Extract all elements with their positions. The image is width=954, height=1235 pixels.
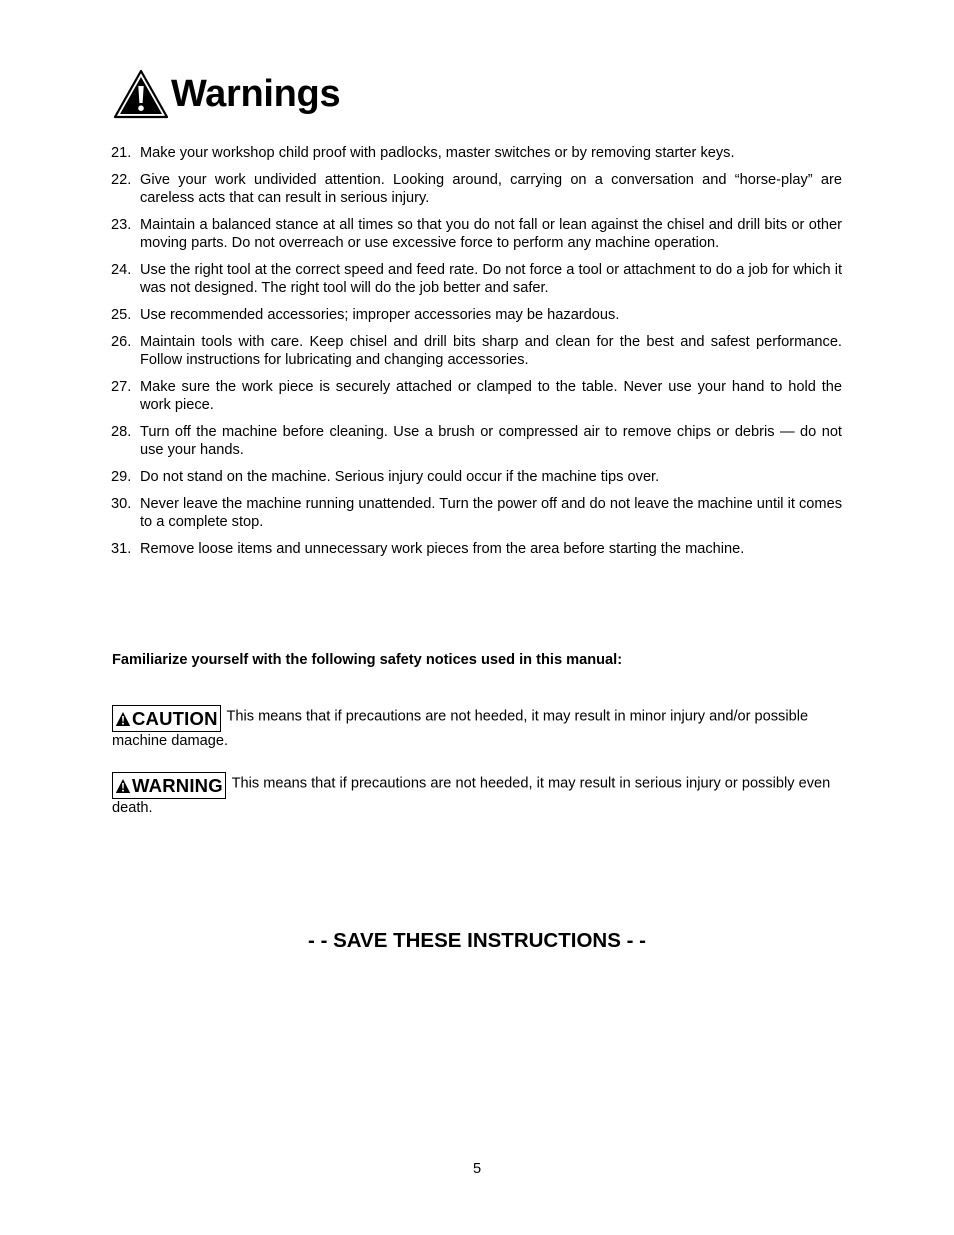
item-text: Make sure the work piece is securely attached or clamped to the table. Never use your hand to hold the work piece.	[140, 379, 842, 414]
item-number: 24.	[111, 262, 132, 279]
warning-description: This means that if precautions are not heeded, it may result in serious injury or possibly even death.	[112, 775, 831, 816]
list-item	[111, 424, 842, 460]
warning-label	[112, 772, 226, 799]
caution-label-text: CAUTION	[132, 708, 218, 729]
item-number: 30.	[111, 496, 132, 513]
item-number: 23.	[111, 217, 132, 234]
list-item	[111, 262, 842, 298]
caution-label	[112, 705, 221, 732]
list-item	[111, 307, 842, 325]
warning-list	[111, 145, 842, 569]
item-number: 26.	[111, 334, 132, 351]
item-number: 29.	[111, 469, 132, 486]
item-number: 21.	[111, 145, 132, 161]
item-text: Make your workshop child proof with padlocks, master switches or by removing starter keys.	[140, 145, 735, 161]
item-number: 25.	[111, 307, 132, 324]
list-item	[111, 496, 842, 532]
list-item	[111, 541, 842, 559]
item-text: Maintain a balanced stance at all times so that you do not fall or lean against the chisel and drill bits or other moving parts. Do not overreach or use excessive force to perform any machine operation.	[140, 217, 842, 251]
warning-notice	[112, 772, 847, 817]
item-text: Use recommended accessories; improper accessories may be hazardous.	[140, 307, 620, 324]
page-title: Warnings	[171, 73, 341, 115]
notices-intro: Familiarize yourself with the following safety notices used in this manual:	[112, 652, 623, 668]
caution-description: This means that if precautions are not heeded, it may result in minor injury and/or possible machine damage.	[112, 708, 809, 749]
item-text: Turn off the machine before cleaning. Use a brush or compressed air to remove chips or debris — do not use your hands.	[140, 424, 842, 459]
page-number: 5	[472, 1161, 482, 1177]
item-number: 27.	[111, 379, 132, 396]
item-text: Give your work undivided attention. Looking around, carrying on a conversation and “horse-play” are careless acts that can result in serious injury.	[140, 172, 842, 206]
list-item	[111, 379, 842, 415]
item-text: Maintain tools with care. Keep chisel and drill bits sharp and clean for the best and safest performance. Follow instructions for lubricating and changing accessories.	[140, 334, 842, 369]
save-instructions-heading: - - SAVE THESE INSTRUCTIONS - -	[308, 929, 646, 952]
list-item	[111, 469, 842, 487]
page-header	[113, 68, 340, 120]
warning-label-text: WARNING	[132, 775, 223, 796]
list-item	[111, 334, 842, 370]
list-item	[111, 145, 842, 163]
caution-triangle-icon	[115, 711, 132, 727]
list-item	[111, 217, 842, 253]
item-number: 22.	[111, 172, 132, 189]
item-text: Use the right tool at the correct speed and feed rate. Do not force a tool or attachment to do a job for which it was not designed. The right tool will do the job better and safer.	[140, 262, 842, 296]
list-item	[111, 172, 842, 208]
warning-triangle-icon	[113, 68, 169, 120]
caution-notice	[112, 705, 847, 750]
item-number: 31.	[111, 541, 132, 558]
warning-triangle-icon	[115, 778, 132, 794]
item-text: Remove loose items and unnecessary work pieces from the area before starting the machine.	[140, 541, 745, 558]
item-number: 28.	[111, 424, 132, 441]
item-text: Do not stand on the machine. Serious injury could occur if the machine tips over.	[140, 469, 660, 486]
item-text: Never leave the machine running unattended. Turn the power off and do not leave the machine until it comes to a complete stop.	[140, 496, 842, 531]
